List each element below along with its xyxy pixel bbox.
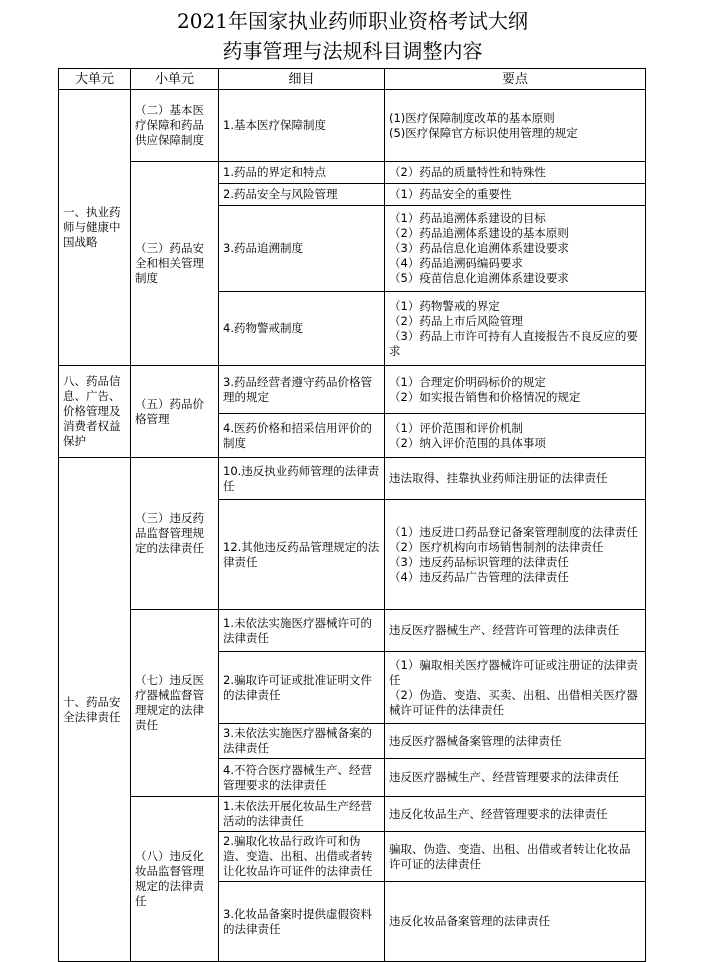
points-cell (385, 366, 646, 414)
item-cell: 1.未依法开展化妆品生产经营活动的法律责任 (219, 797, 385, 832)
table-header-row (59, 69, 646, 90)
table-row (59, 797, 646, 832)
point-text: （2）医疗机构向市场销售制剂的法律责任 (389, 539, 604, 554)
item-cell: 4.医药价格和招采信用评价的制度 (219, 414, 385, 458)
point-text: （2）药品上市后风险管理 (389, 313, 523, 328)
point-text: 违法取得、挂靠执业药师注册证的法律责任 (389, 471, 608, 485)
item-cell: 2.骗取化妆品行政许可和伪造、变造、出租、出借或者转让化妆品许可证件的法律责任 (219, 832, 385, 882)
points-cell (385, 206, 646, 292)
item-cell: 3.未依法实施医疗器械备案的法律责任 (219, 724, 385, 759)
syllabus-table (58, 68, 646, 962)
table-row (59, 90, 646, 162)
item-cell: 2.药品安全与风险管理 (219, 184, 385, 206)
minor-unit-cell: （五）药品价格管理 (131, 366, 219, 458)
points-cell (385, 292, 646, 366)
item-cell: 4.药物警戒制度 (219, 292, 385, 366)
point-text: （2）伪造、变造、买卖、出租、出借相关医疗器械许可证件的法律责任 (389, 687, 638, 717)
header-major-unit: 大单元 (59, 69, 131, 90)
point-text: （4）药品追溯码编码要求 (389, 256, 523, 270)
major-unit-cell: 一、执业药师与健康中国战略 (59, 90, 131, 366)
point-text: （2）纳入评价范围的具体事项 (389, 435, 546, 450)
points-cell (385, 500, 646, 610)
point-text: 违反医疗器械生产、经营管理要求的法律责任 (389, 770, 619, 784)
minor-unit-cell: （七）违反医疗器械监督管理规定的法律责任 (131, 610, 219, 797)
point-text: （2）如实报告销售和价格情况的规定 (389, 389, 581, 404)
point-text: （2）药品的质量特性和特殊性 (389, 165, 546, 179)
point-text: 骗取、伪造、变造、出租、出借或者转让化妆品许可证的法律责任 (389, 841, 631, 871)
minor-unit-cell: （三）药品安全和相关管理制度 (131, 162, 219, 366)
table-row (59, 162, 646, 184)
item-cell: 1.基本医疗保障制度 (219, 90, 385, 162)
item-cell: 1.药品的界定和特点 (219, 162, 385, 184)
point-text: （1）药品追溯体系建设的目标 (389, 211, 546, 225)
table-row (59, 610, 646, 652)
point-text: （1）骗取相关医疗器械许可证或注册证的法律责任 (389, 657, 638, 687)
point-text: 违反化妆品备案管理的法律责任 (389, 914, 550, 928)
point-text: （1）合理定价明码标价的规定 (389, 374, 546, 389)
minor-unit-cell: （三）违反药品监督管理规定的法律责任 (131, 458, 219, 610)
point-text: 违反化妆品生产、经营管理要求的法律责任 (389, 806, 608, 821)
item-cell: 1.未依法实施医疗器械许可的法律责任 (219, 610, 385, 652)
table-body (59, 90, 646, 962)
point-text: （5）疫苗信息化追溯体系建设要求 (389, 271, 569, 285)
major-unit-cell: 十、药品安全法律责任 (59, 458, 131, 962)
points-cell (385, 414, 646, 458)
minor-unit-cell: （二）基本医疗保障和药品供应保障制度 (131, 90, 219, 162)
item-cell: 2.骗取许可证或批准证明文件的法律责任 (219, 652, 385, 724)
document-title: 2021年国家执业药师职业资格考试大纲 (177, 9, 528, 33)
points-cell (385, 90, 646, 162)
points-cell (385, 162, 646, 184)
header-item: 细目 (219, 69, 385, 90)
points-cell (385, 882, 646, 962)
points-cell (385, 610, 646, 652)
point-text: （2）药品追溯体系建设的基本原则 (389, 226, 569, 240)
header-minor-unit: 小单元 (131, 69, 219, 90)
point-text: （3）药品上市许可持有人直接报告不良反应的要求 (389, 328, 638, 358)
document-subtitle: 药事管理与法规科目调整内容 (222, 39, 483, 63)
item-cell: 3.药品经营者遵守药品价格管理的规定 (219, 366, 385, 414)
item-cell: 4.不符合医疗器械生产、经营管理要求的法律责任 (219, 759, 385, 797)
point-text: 违反医疗器械备案管理的法律责任 (389, 733, 562, 748)
point-text: （1）违反进口药品登记备案管理制度的法律责任 (389, 524, 638, 539)
header-points: 要点 (385, 69, 646, 90)
point-text: (5)医疗保障官方标识使用管理的规定 (389, 125, 578, 140)
points-cell (385, 797, 646, 832)
point-text: （1）评价范围和评价机制 (389, 420, 523, 435)
points-cell (385, 458, 646, 500)
points-cell (385, 832, 646, 882)
item-cell: 12.其他违反药品管理规定的法律责任 (219, 500, 385, 610)
point-text: （4）违反药品广告管理的法律责任 (389, 569, 569, 584)
points-cell (385, 724, 646, 759)
point-text: 违反医疗器械生产、经营许可管理的法律责任 (389, 623, 619, 637)
point-text: （3）药品信息化追溯体系建设要求 (389, 241, 569, 255)
points-cell (385, 759, 646, 797)
point-text: （1）药物警戒的界定 (389, 298, 500, 313)
point-text: (1)医疗保障制度改革的基本原则 (389, 110, 555, 125)
points-cell (385, 184, 646, 206)
point-text: （1）药品安全的重要性 (389, 187, 512, 201)
points-cell (385, 652, 646, 724)
item-cell: 3.化妆品备案时提供虚假资料的法律责任 (219, 882, 385, 962)
point-text: （3）违反药品标识管理的法律责任 (389, 554, 569, 569)
item-cell: 10.违反执业药师管理的法律责任 (219, 458, 385, 500)
table-row (59, 458, 646, 500)
item-cell: 3.药品追溯制度 (219, 206, 385, 292)
major-unit-cell: 八、药品信息、广告、价格管理及消费者权益保护 (59, 366, 131, 458)
table-row (59, 366, 646, 414)
minor-unit-cell: （八）违反化妆品监督管理规定的法律责任 (131, 797, 219, 962)
